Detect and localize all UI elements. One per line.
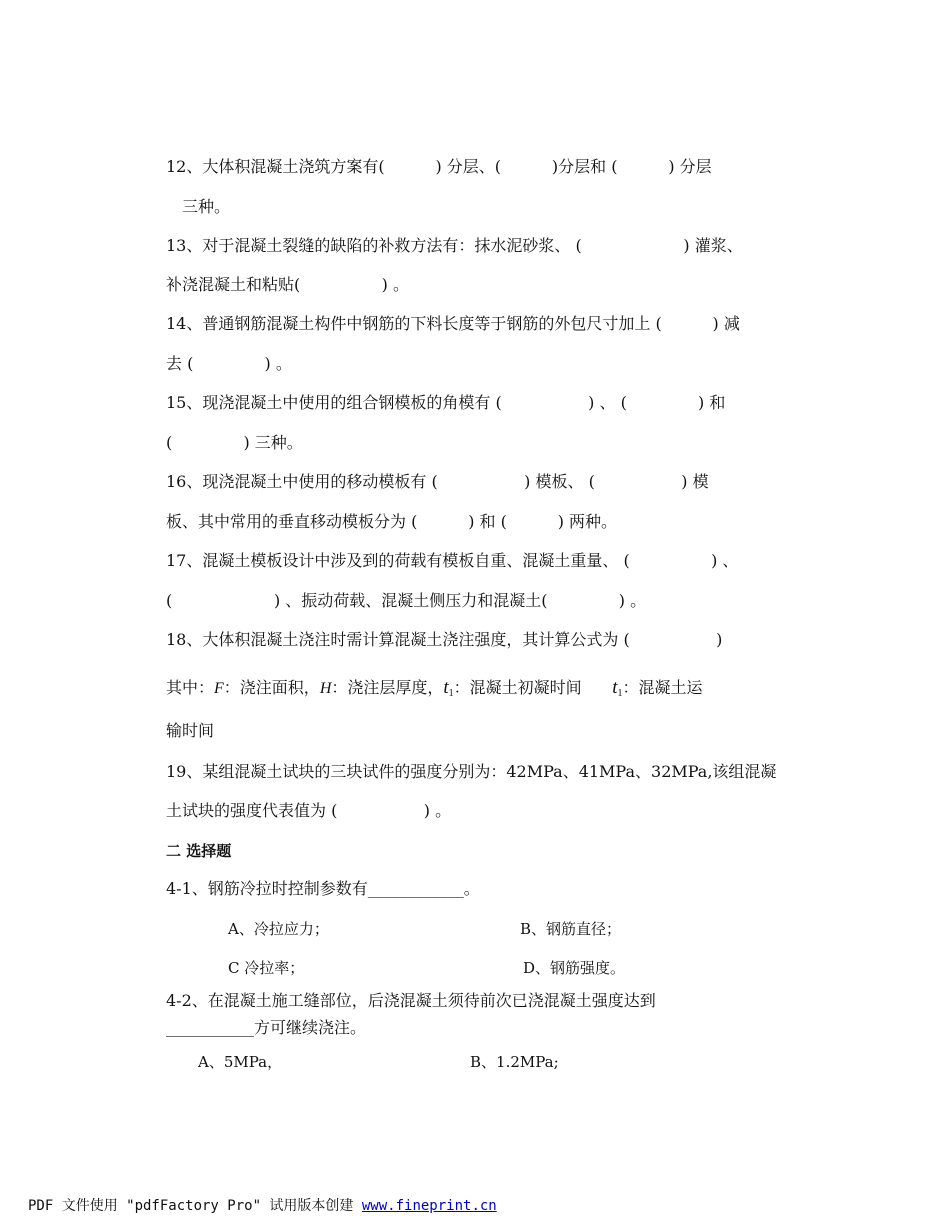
question-18-line-1: 18、大体积混凝土浇注时需计算混凝土浇注强度，其计算公式为 ( ) xyxy=(166,630,723,649)
variable-h: H xyxy=(319,680,332,697)
option-4-1-d: D、钢筋强度。 xyxy=(523,959,626,977)
question-16-line-1: 16、现浇混凝土中使用的移动模板有 ( ) 模板、 ( ) 模 xyxy=(166,472,709,491)
question-19-line-2: 土试块的强度代表值为 ( ) 。 xyxy=(166,801,452,820)
variable-h-desc: ：浇注层厚度， xyxy=(331,678,444,697)
pdf-footer xyxy=(28,1195,497,1215)
question-19-line-1: 19、某组混凝土试块的三块试件的强度分别为：42MPa、41MPa、32MPa,该组混凝 xyxy=(166,762,777,781)
question-15-line-2: ( ) 三种。 xyxy=(166,433,303,452)
question-4-2-line-2: ___________方可继续浇注。 xyxy=(166,1018,367,1037)
question-4-2-line-1: 4-2、在混凝土施工缝部位，后浇混凝土须待前次已浇混凝土强度达到 xyxy=(166,991,656,1010)
question-14-line-2: 去 ( ) 。 xyxy=(166,354,292,373)
variable-f-desc: ：浇注面积， xyxy=(223,678,320,697)
question-13-line-2: 补浇混凝土和粘贴( ) 。 xyxy=(166,275,409,294)
variable-t2-desc: ：混凝土运 xyxy=(622,678,703,697)
variable-t1-second: $t_1$ xyxy=(612,677,623,699)
option-4-2-b: B、1.2MPa; xyxy=(470,1053,559,1071)
question-12-line-1: 12、大体积混凝土浇筑方案有( ) 分层、( )分层和 ( ) 分层 xyxy=(166,157,712,176)
question-14-line-1: 14、普通钢筋混凝土构件中钢筋的下料长度等于钢筋的外包尺寸加上 ( ) 减 xyxy=(166,314,740,333)
question-15-line-1: 15、现浇混凝土中使用的组合钢模板的角模有 ( ) 、 ( ) 和 xyxy=(166,393,726,412)
question-17-line-1: 17、混凝土模板设计中涉及到的荷载有模板自重、混凝土重量、 ( ) 、 xyxy=(166,551,739,570)
footer-link[interactable]: www.fineprint.cn xyxy=(361,1198,497,1214)
question-12-line-2: 三种。 xyxy=(182,197,231,216)
question-13-line-1: 13、对于混凝土裂缝的缺陷的补救方法有：抹水泥砂浆、 ( ) 灌浆、 xyxy=(166,236,743,255)
option-4-1-a: A、冷拉应力； xyxy=(228,920,329,938)
option-4-2-a: A、5MPa， xyxy=(198,1053,283,1071)
variable-f: F xyxy=(214,680,224,697)
question-17-line-2: ( ) 、振动荷载、混凝土侧压力和混凝土( ) 。 xyxy=(166,591,647,610)
option-4-1-b: B、钢筋直径； xyxy=(520,920,622,938)
question-4-1: 4-1、钢筋冷拉时控制参数有____________。 xyxy=(166,879,480,898)
variable-t1-desc: ：混凝土初凝时间 xyxy=(453,678,582,697)
question-16-line-2: 板、其中常用的垂直移动模板分为 ( ) 和 ( ) 两种。 xyxy=(166,512,618,531)
variables-prefix: 其中： xyxy=(166,678,215,697)
section-heading-choice: 二 选择题 xyxy=(166,842,232,860)
variable-t1: $t_1$ xyxy=(443,677,454,699)
footer-text: PDF 文件使用 "pdfFactory Pro" 试用版本创建 xyxy=(28,1198,362,1214)
question-18-line-3: 输时间 xyxy=(166,721,215,740)
question-18-variables-line xyxy=(166,678,703,704)
option-4-1-c: C 冷拉率； xyxy=(228,959,305,977)
